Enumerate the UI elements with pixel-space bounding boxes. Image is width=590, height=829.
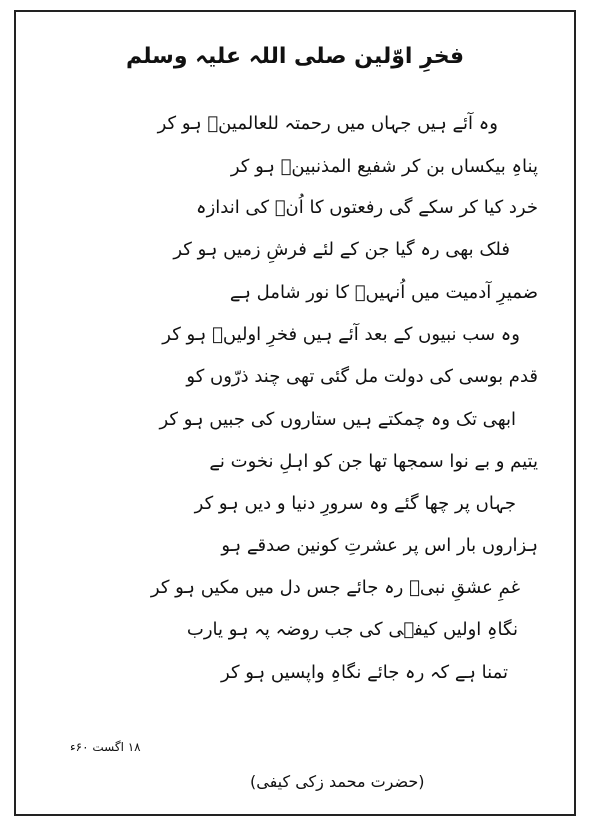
poem-line-14: تمنا ہے کہ رہ جائے نگاہِ واپسیں ہو کر [221, 662, 508, 683]
poem-line-6: وہ سب نبیوں کے بعد آئے ہیں فخرِ اولیںؐ ہو کر [162, 324, 520, 345]
poem-line-2: پناہِ بیکساں بن کر شفیع المذنبینؐ ہو کر [230, 156, 538, 177]
poem-line-7: قدم بوسی کی دولت مل گئی تھی چند ذرّوں کو [186, 366, 538, 387]
poem-line-13: نگاہِ اولیں کیفؔی کی جب روضہ پہ ہو یارب [186, 619, 518, 640]
poem-line-1: وہ آئے ہیں جہاں میں رحمتہ للعالمینؐ ہو کر [157, 113, 498, 134]
poem-line-11: ہزاروں بار اس پر عشرتِ کونین صدقے ہو [221, 535, 538, 556]
poem-line-8: ابھی تک وہ چمکتے ہیں ستاروں کی جبیں ہو کر [159, 409, 516, 430]
poem-title: فخرِ اوّلین صلی اللہ علیہ وسلم [125, 44, 465, 69]
poem-line-5: ضمیرِ آدمیت میں اُنہیںؐ کا نور شامل ہے [229, 282, 538, 303]
poem-line-12: غمِ عشقِ نبیؐ رہ جائے جس دل میں مکیں ہو کر [150, 577, 520, 598]
poem-line-3: خرد کیا کر سکے گی رفعتوں کا اُنؐ کی اندازہ [196, 197, 538, 218]
poem-line-9: یتیم و بے نوا سمجھا تھا جن کو اہلِ نخوت نے [209, 451, 538, 472]
poem-line-4: فلک بھی رہ گیا جن کے لئے فرشِ زمیں ہو کر [173, 239, 510, 260]
poem-line-10: جہاں پر چھا گئے وہ سرورِ دنیا و دیں ہو کر [194, 493, 516, 514]
poem-author: (حضرت محمد زکی کیفی) [250, 772, 425, 791]
poem-date: ۱۸ اگست ۶۰ء [70, 740, 141, 754]
